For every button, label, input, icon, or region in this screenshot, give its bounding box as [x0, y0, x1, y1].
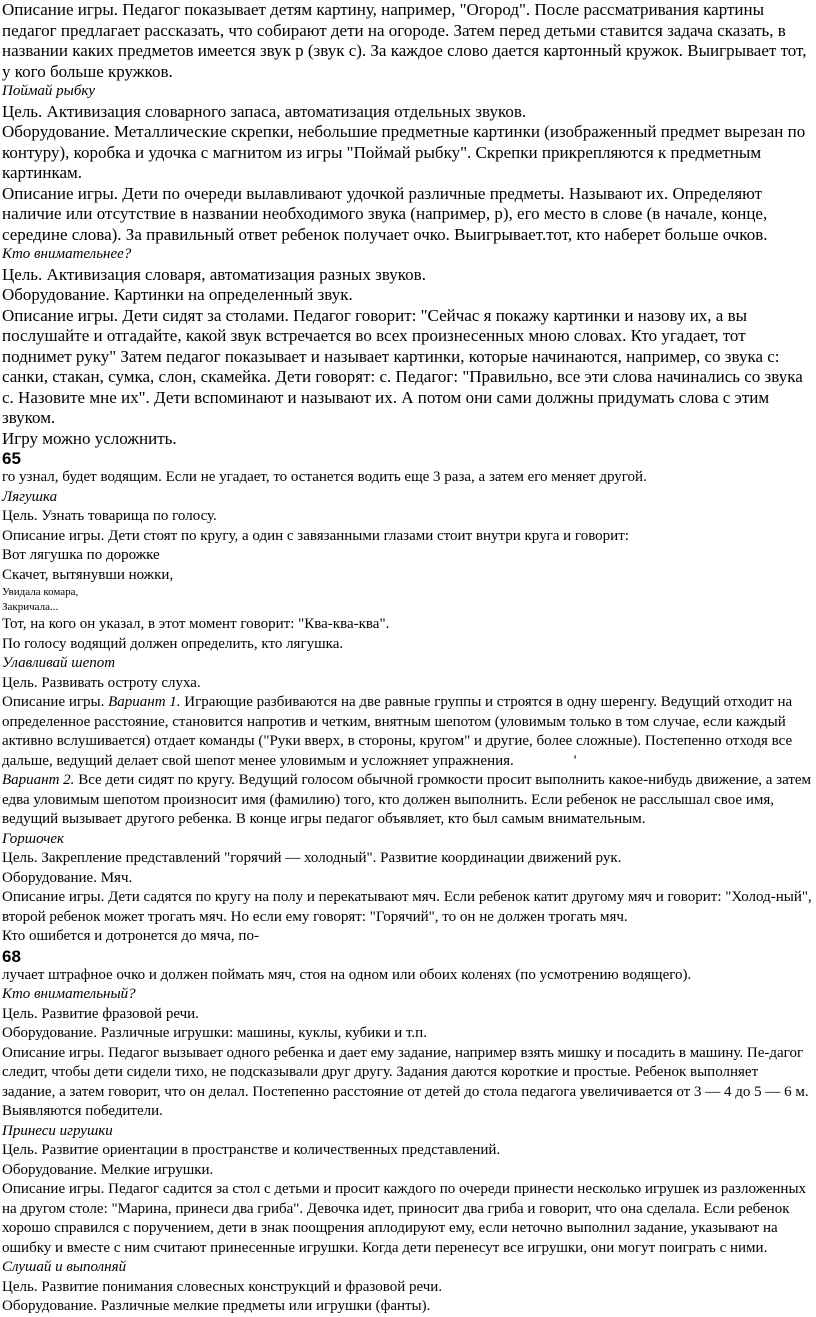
paragraph-text: По голосу водящий должен определить, кто лягушка.	[2, 635, 344, 652]
paragraph-goal: Цель. Развитие ориентации в пространстве и количественных представлений.	[2, 1142, 501, 1158]
paragraph-equipment: Оборудование. Картинки на определенный звук.	[2, 285, 353, 304]
document-page	[2, 0, 814, 1317]
page-number: 65	[2, 449, 21, 468]
description-lead: Описание игры.	[2, 694, 109, 710]
variant-label: Вариант 1.	[108, 694, 181, 710]
verse-line-small: Закричала...	[2, 601, 59, 613]
paragraph-equipment: Оборудование. Различные мелкие предметы или игрушки (фанты).	[2, 1298, 431, 1314]
game-title: Улавливай шепот	[2, 655, 116, 671]
paragraph-description: Описание игры. Дети стоят по кругу, а один с завязанными глазами стоит внутри круга и говорит:	[2, 527, 629, 544]
paragraph-goal: Цель. Развивать остроту слуха.	[2, 674, 201, 691]
paragraph-description: Описание игры. Дети сидят за столами. Педагог говорит: "Сейчас я покажу картинки и назову их, а вы послушайте и отгадайте, какой звук встречается во всех произнесенных мною словах. Кто угадает, тот поднимет руку" Затем педагог показывает и называет картинки, которые начинаются, например, со звука с: санки, стакан, сумка, слон, скамейка. Дети говорят: с. Педагог: "Правильно, все эти слова начинались со звука с. Назовите мне их". Дети вспоминают и называют их. А потом они сами должны придумать слова с этим звуком.	[2, 305, 803, 427]
paragraph-goal: Цель. Развитие понимания словесных конструкций и фразовой речи.	[2, 1278, 443, 1295]
paragraph-note: Игру можно усложнить.	[2, 428, 177, 448]
variant-text: Все дети сидят по кругу. Ведущий голосом обычной громкости просит выполнить какое-нибудь движение, а затем едва уловимым шепотом произносит имя (фамилию) того, кто должен выполнить. Если ребенок не расслышал свое имя, ведущий вызывает другого ребенка. В конце игры педагог объявляет, кто был самым внимательным.	[2, 772, 812, 827]
game-title: Лягушка	[2, 488, 58, 505]
paragraph-variant	[2, 771, 814, 830]
paragraph-description: Описание игры. Педагог садится за стол с детьми и просит каждого по очереди принести несколько игрушек из разложенных на другом столе: "Марина, принеси два гриба". Девочка идет, приносит два гриба и говорит, что она сделала. Если ребенок хорошо справился с поручением, дети в знак поощрения аплодируют ему, если неточно выполнил задание, указывают на ошибку и вместе с ним считают принесенные игрушки. Когда дети перенесут все игрушки, они могут поиграть с ними.	[2, 1181, 807, 1256]
game-title: Горшочек	[2, 830, 65, 847]
game-title: Слушай и выполняй	[2, 1259, 127, 1275]
paragraph-description: Описание игры. Дети садятся по кругу на полу и перекатывают мяч. Если ребенок катит другому мяч и говорит: "Холод-ный", второй ребенок может трогать мяч. Но если ему говорят: "Горячий", то он не должен трогать мяч.	[2, 889, 812, 925]
game-title: Кто внимательнее?	[2, 246, 132, 262]
paragraph-text: Тот, на кого он указал, в этот момент говорит: "Ква-ква-ква".	[2, 616, 390, 632]
game-title: Принеси игрушки	[2, 1122, 113, 1139]
stray-mark: '	[573, 752, 577, 769]
paragraph-goal: Цель. Активизация словарного запаса, автоматизация отдельных звуков.	[2, 101, 527, 121]
paragraph-equipment: Оборудование. Различные игрушки: машины, куклы, кубики и т.п.	[2, 1025, 427, 1041]
paragraph-goal: Цель. Развитие фразовой речи.	[2, 1005, 199, 1022]
paragraph-equipment: Оборудование. Металлические скрепки, небольшие предметные картинки (изображенный предмет вырезан по контуру), коробка и удочка с магнитом из игры "Поймай рыбку". Скрепки прикрепляются к предметным картинкам.	[2, 122, 806, 182]
verse-line: Скачет, вытянувши ножки,	[2, 566, 174, 583]
page-number: 68	[2, 946, 21, 966]
paragraph-goal: Цель. Узнать товарища по голосу.	[2, 508, 217, 524]
paragraph-equipment: Оборудование. Мелкие игрушки.	[2, 1161, 214, 1178]
verse-line: Вот лягушка по дорожке	[2, 547, 160, 563]
paragraph-goal: Цель. Закрепление представлений "горячий — холодный". Развитие координации движений рук.	[2, 850, 622, 866]
game-title: Кто внимательный?	[2, 986, 136, 1002]
variant-label: Вариант 2.	[2, 772, 75, 788]
paragraph-goal: Цель. Активизация словаря, автоматизация разных звуков.	[2, 264, 426, 284]
paragraph-description: Описание игры. Педагог показывает детям картину, например, "Огород". После рассматривания картины педагог предлагает рассказать, что собирают дети на огороде. Затем перед детьми ставится задача сказать, в названии каких предметов имеется звук р (звук с). За каждое слово дается картонный кружок. Выигрывает тот, у кого больше кружков.	[2, 0, 807, 81]
verse-line-small: Увидала комара,	[2, 586, 79, 598]
paragraph-continuation: лучает штрафное очко и должен поймать мяч, стоя на одном или обоих коленях (по усмотрению водящего).	[2, 966, 692, 983]
paragraph-continuation: го узнал, будет водящим. Если не угадает, то останется водить еще 3 раза, а затем его меняет другой.	[2, 469, 647, 485]
paragraph-description: Описание игры. Дети по очереди вылавливают удочкой различные предметы. Называют их. Определяют наличие или отсутствие в названии необходимого звука (например, р), его место в слове (в начале, конце, середине слова). За правильный ответ ребенок получает очко. Выигрывает.тот, кто наберет больше очков.	[2, 183, 768, 244]
paragraph-description	[2, 693, 814, 771]
paragraph-equipment: Оборудование. Мяч.	[2, 869, 133, 886]
paragraph-description: Описание игры. Педагог вызывает одного ребенка и дает ему задание, например взять мишку и посадить в машину. Пе-дагог следит, чтобы дети сидели тихо, не подсказывали друг другу. Задания даются короткие и простые. Ребенок выполняет задание, а затем говорит, что он делал. Постепенно расстояние от детей до стола педагога увеличивается от 3 — 4 до 5 — 6 м. Выявляются победители.	[2, 1044, 809, 1119]
variant-text: Играющие разбиваются на две равные группы и строятся в одну шеренгу. Ведущий отходит на определенное расстояние, становится напротив и четким, внятным шепотом (уловимым только в том случае, если каждый активно вслушивается) отдает команды ("Руки вверх, в стороны, кругом" и другие, более сложные). Постепенно отходя все дальше, ведущий делает свой шепот менее уловимым и усложняет упражнения.	[2, 694, 793, 769]
paragraph-text: Кто ошибется и дотронется до мяча, по-	[2, 928, 259, 944]
game-title: Поймай рыбку	[2, 83, 96, 99]
